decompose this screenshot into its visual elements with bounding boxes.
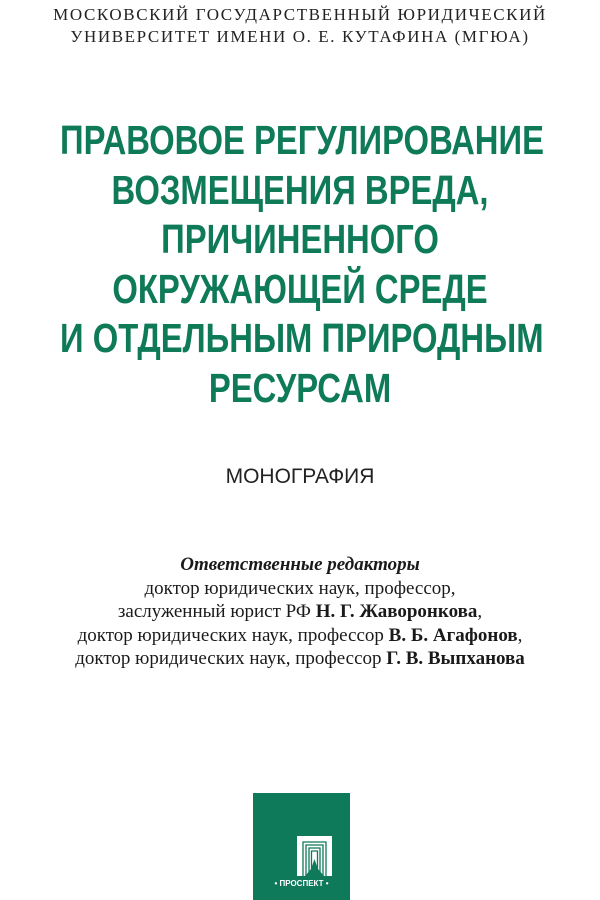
university-line-2: УНИВЕРСИТЕТ ИМЕНИ О. Е. КУТАФИНА (МГЮА)	[70, 27, 530, 46]
editor-credentials: доктор юридических наук, профессор	[77, 624, 389, 646]
title-line: ПРАВОВОЕ РЕГУЛИРОВАНИЕ	[60, 117, 544, 163]
publisher-name: • ПРОСПЕКТ •	[274, 879, 329, 888]
comma: ,	[517, 624, 523, 646]
editors-line-1: доктор юридических наук, профессор,	[144, 577, 456, 599]
editor-credentials: заслуженный юрист РФ	[117, 601, 316, 622]
title-line: РЕСУРСАМ	[208, 364, 392, 411]
university-name	[0, 4, 600, 48]
comma: ,	[477, 601, 483, 622]
editors-line-2	[0, 600, 600, 624]
prospekt-logo-icon	[253, 793, 350, 900]
genre-label: МОНОГРАФИЯ	[225, 465, 375, 488]
title-line: ПРИЧИНЕННОГО	[161, 216, 439, 262]
editor-name: В. Б. Агафонов	[388, 624, 518, 646]
university-line-1: МОСКОВСКИЙ ГОСУДАРСТВЕННЫЙ ЮРИДИЧЕСКИЙ	[53, 5, 547, 24]
editor-credentials: доктор юридических наук, профессор	[75, 648, 387, 669]
book-title	[0, 116, 600, 413]
editors-block	[0, 553, 600, 671]
editor-name: Н. Г. Жаворонкова	[315, 601, 478, 622]
title-line: И ОТДЕЛЬНЫМ ПРИРОДНЫМ	[60, 315, 544, 361]
title-line: ВОЗМЕЩЕНИЯ ВРЕДА,	[111, 166, 489, 213]
editors-line-4	[0, 647, 600, 671]
publisher-logo	[253, 793, 350, 900]
title-line: ОКРУЖАЮЩЕЙ СРЕДЕ	[112, 265, 488, 312]
editors-heading: Ответственные редакторы	[180, 554, 420, 575]
editors-line-3	[0, 624, 600, 648]
editor-name: Г. В. Выпханова	[386, 648, 525, 669]
